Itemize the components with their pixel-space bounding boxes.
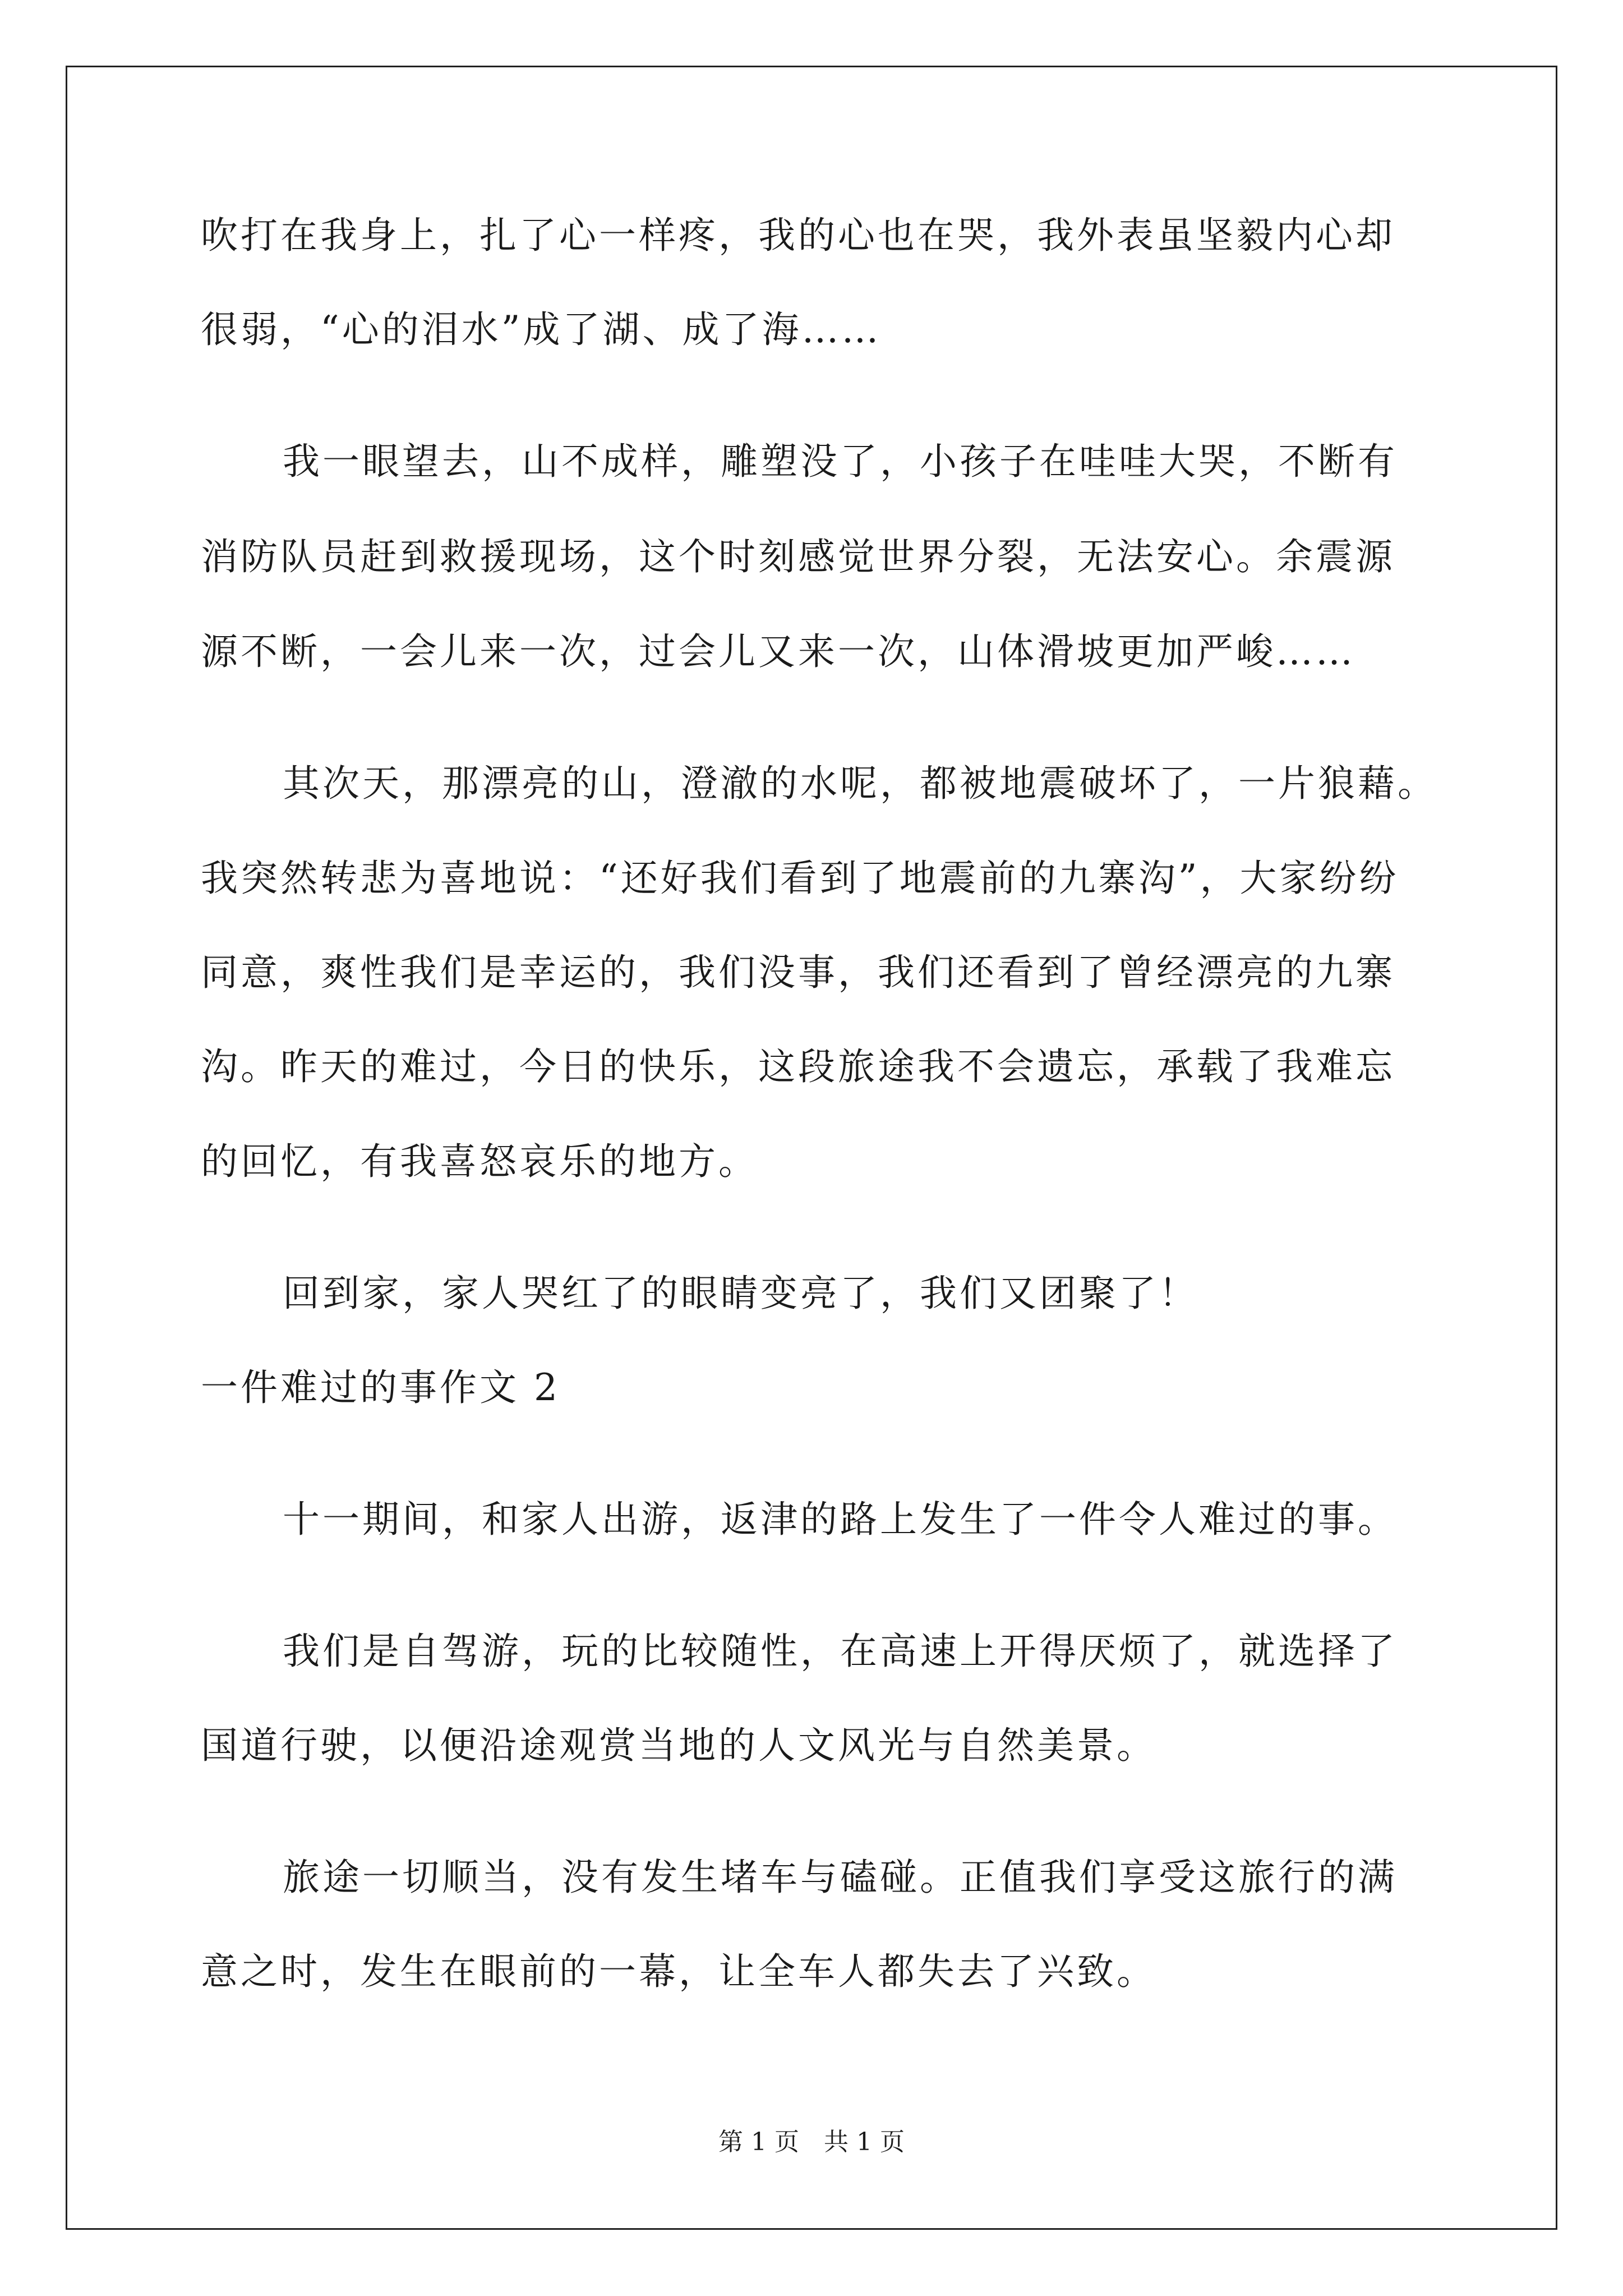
body-line: 很弱，“心的泪水”成了湖、成了海…… xyxy=(201,308,882,351)
body-line: 的回忆，有我喜怒哀乐的地方。 xyxy=(201,1140,758,1183)
paragraph-start-line: 十一期间，和家人出游，返津的路上发生了一件令人难过的事。 xyxy=(283,1498,1398,1541)
body-line: 同意，爽性我们是幸运的，我们没事，我们还看到了曾经漂亮的九寨 xyxy=(201,951,1395,994)
paragraph-start-line: 我一眼望去，山不成样，雕塑没了，小孩子在哇哇大哭，不断有 xyxy=(283,440,1398,483)
body-line: 源不断，一会儿来一次，过会儿又来一次，山体滑坡更加严峻…… xyxy=(201,630,1355,673)
paragraph-start-line: 旅途一切顺当，没有发生堵车与磕碰。正值我们享受这旅行的满 xyxy=(283,1856,1398,1899)
body-line: 吹打在我身上，扎了心一样疼，我的心也在哭，我外表虽坚毅内心却 xyxy=(201,214,1395,257)
paragraph-start-line: 其次天，那漂亮的山，澄澈的水呢，都被地震破坏了，一片狼藉。 xyxy=(283,762,1437,805)
body-line: 消防队员赶到救援现场，这个时刻感觉世界分裂，无法安心。余震源 xyxy=(201,535,1395,578)
body-line: 我突然转悲为喜地说：“还好我们看到了地震前的九寨沟”，大家纷纷 xyxy=(201,857,1399,900)
paragraph-start-line: 我们是自驾游，玩的比较随性，在高速上开得厌烦了，就选择了 xyxy=(283,1630,1398,1673)
paragraph-start-line: 回到家，家人哭红了的眼睛变亮了，我们又团聚了！ xyxy=(283,1272,1198,1315)
body-line: 国道行驶，以便沿途观赏当地的人文风光与自然美景。 xyxy=(201,1724,1156,1767)
body-line: 意之时，发生在眼前的一幕，让全车人都失去了兴致。 xyxy=(201,1950,1156,1993)
page-footer: 第 1 页 共 1 页 xyxy=(718,2128,905,2156)
body-line: 沟。昨天的难过，今日的快乐，这段旅途我不会遗忘，承载了我难忘 xyxy=(201,1045,1395,1088)
section-heading: 一件难过的事作文 2 xyxy=(201,1366,560,1409)
